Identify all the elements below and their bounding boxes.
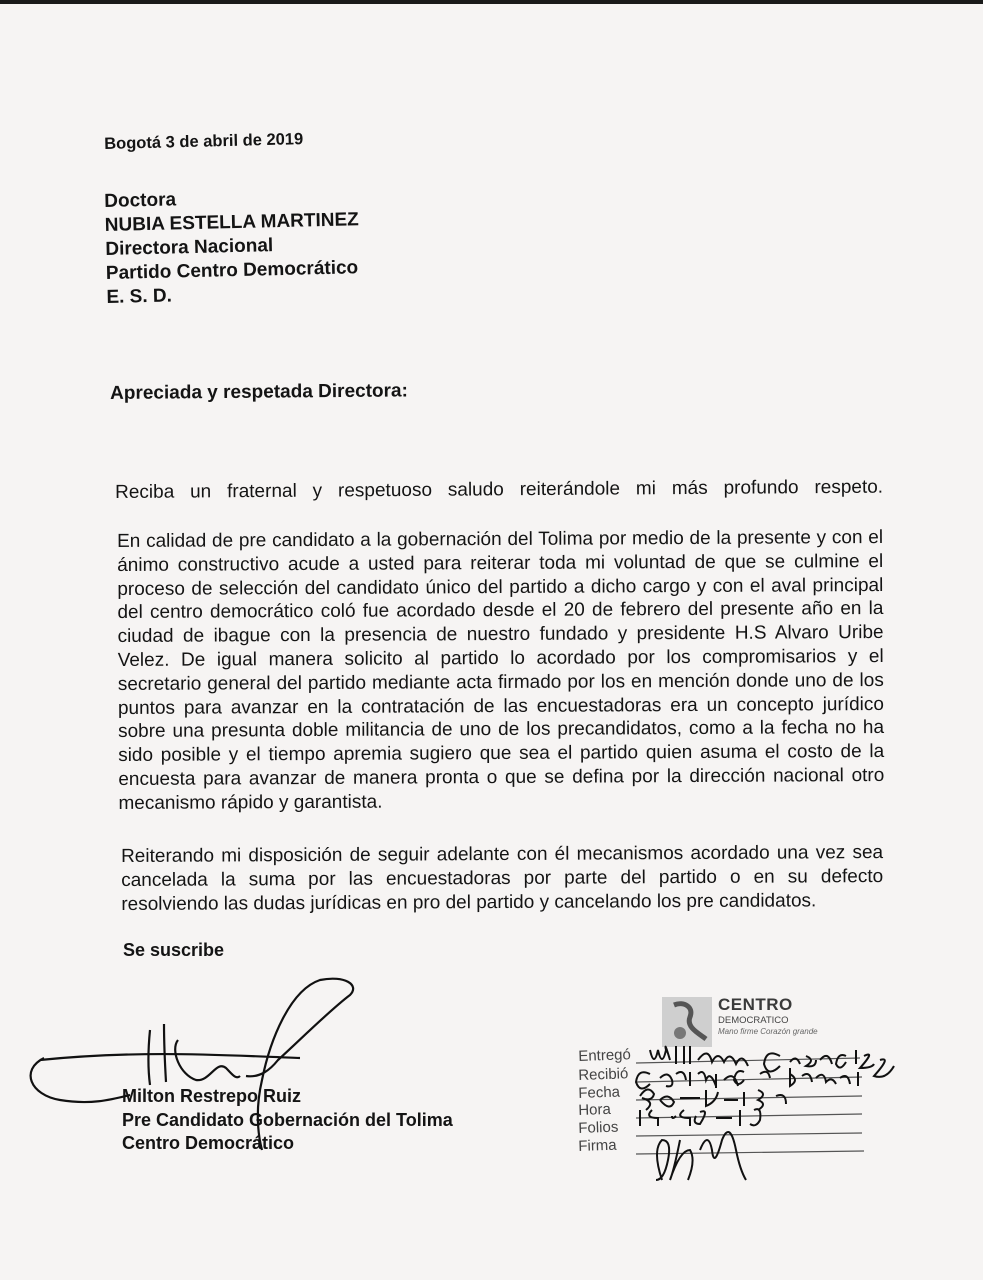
letter-date: Bogotá 3 de abril de 2019 <box>104 130 304 153</box>
body-paragraph: Reiterando mi disposición de seguir adelante con él mecanismos acordado una vez sea cancelada la suma por las encuestadoras por parte del partido o en su defecto resolviendo las dudas jurídicas en pro del partido y cancelando los pre candidatos. <box>121 842 884 915</box>
stamp-subtitle: DEMOCRATICO <box>718 1015 789 1026</box>
signer-name: Milton Restrepo Ruiz <box>122 1086 301 1106</box>
recipient-line: Directora Nacional <box>105 235 274 260</box>
stamp-field-recibio: Recibió <box>578 1065 629 1084</box>
signer-org: Centro Democrático <box>122 1133 295 1153</box>
closing: Se suscribe <box>123 940 225 960</box>
stamp-lines <box>636 1058 864 1154</box>
recipient-name: NUBIA ESTELLA MARTINEZ <box>104 209 360 236</box>
signer-block <box>122 1085 453 1156</box>
stamp-field-folios: Folios <box>578 1118 619 1137</box>
stamp-field-hora: Hora <box>578 1100 612 1119</box>
stamp-brand: CENTRO <box>718 995 793 1014</box>
body-paragraph: Reciba un fraternal y respetuoso saludo reiterándole mi más profundo respeto. <box>115 476 884 503</box>
body-paragraph: En calidad de pre candidato a la gobernación del Tolima por medio de la presente y con el ánimo constructivo acude a usted para reiterar toda mi voluntad de que se culmine el proceso de selección del candidato único del partido a dicho cargo y con el aval principal del centro democrático coló fue acordado desde el 20 de febrero del presente año en la ciudad de ibague con la presencia de nuestro fundado y presidente H.S Alvaro Uribe Velez. De igual manera solicito al partido lo acordado por los compromisarios y el secretario general del partido mediante acta firmado por los en mención donde uno de los puntos para avanzar en la contratación de las encuestadoras era un concepto jurídico sobre una presunta doble militancia de uno de los precandidatos, como a la fecha no ha sido posible y el tiempo apremia sugiero que sea el partido quien asuma el costo de la encuesta para avanzar de manera pronta o que se defina por la dirección nacional otro mecanismo rápido y garantista. <box>117 526 885 814</box>
recipient-line: E. S. D. <box>106 285 173 308</box>
stamp-field-firma: Firma <box>578 1136 617 1155</box>
stamp-field-entrego: Entregó <box>578 1046 632 1065</box>
stamp-handwriting <box>636 1046 894 1180</box>
stamp-tagline: Mano firme Corazón grande <box>718 1027 818 1036</box>
recipient-block <box>104 184 361 310</box>
signer-title: Pre Candidato Gobernación del Tolima <box>122 1109 453 1130</box>
salutation: Apreciada y respetada Directora: <box>110 380 408 404</box>
stamp-field-fecha: Fecha <box>578 1083 621 1102</box>
recipient-line: Doctora <box>104 189 177 212</box>
recipient-line: Partido Centro Democrático <box>105 257 359 284</box>
